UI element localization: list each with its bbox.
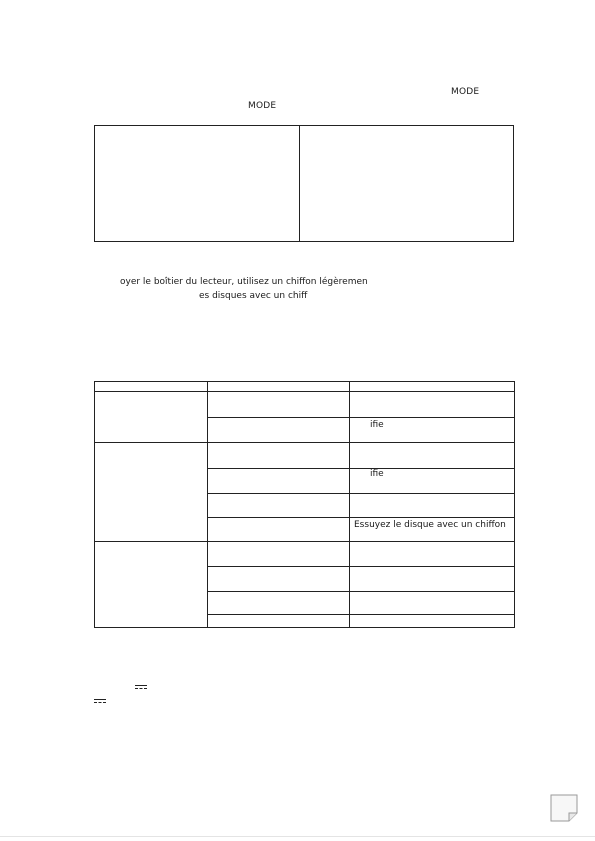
- row-divider: [207, 614, 515, 615]
- page-corner-icon: [550, 794, 578, 822]
- row-divider: [207, 591, 515, 592]
- table-cell-wipe-disc: Essuyez le disque avec un chiffon: [354, 520, 506, 530]
- page-bottom-edge: [0, 836, 595, 837]
- cleaning-line-2: es disques avec un chiff: [199, 291, 308, 301]
- mode-table-divider: [299, 126, 300, 241]
- troubleshooting-table: [94, 381, 515, 628]
- row-divider: [207, 566, 515, 567]
- table-bottom-border: [94, 627, 515, 628]
- row-divider: [207, 493, 515, 494]
- table-top-border: [94, 381, 515, 382]
- mode-label-right: MODE: [451, 87, 480, 97]
- row-divider: [207, 417, 515, 418]
- table-cell-fragment: ifie: [370, 469, 384, 479]
- table-left-border: [94, 381, 95, 628]
- column-divider-1: [207, 381, 208, 628]
- dc-symbol: [94, 690, 106, 709]
- mode-label-left: MODE: [248, 101, 277, 111]
- table-header-bottom: [94, 391, 515, 392]
- dc-symbol-glyph: [135, 684, 147, 690]
- row-divider: [207, 517, 515, 518]
- dc-symbol-glyph: [94, 698, 106, 704]
- group-divider: [94, 442, 515, 443]
- cleaning-line-1: oyer le boîtier du lecteur, utilisez un chiffon légèremen: [120, 277, 368, 287]
- column-divider-2: [349, 381, 350, 628]
- row-divider: [207, 468, 515, 469]
- table-right-border: [514, 381, 515, 628]
- table-cell-fragment: ifie: [370, 420, 384, 430]
- mode-table: [94, 125, 514, 242]
- dc-symbol: [135, 676, 147, 695]
- group-divider: [94, 541, 515, 542]
